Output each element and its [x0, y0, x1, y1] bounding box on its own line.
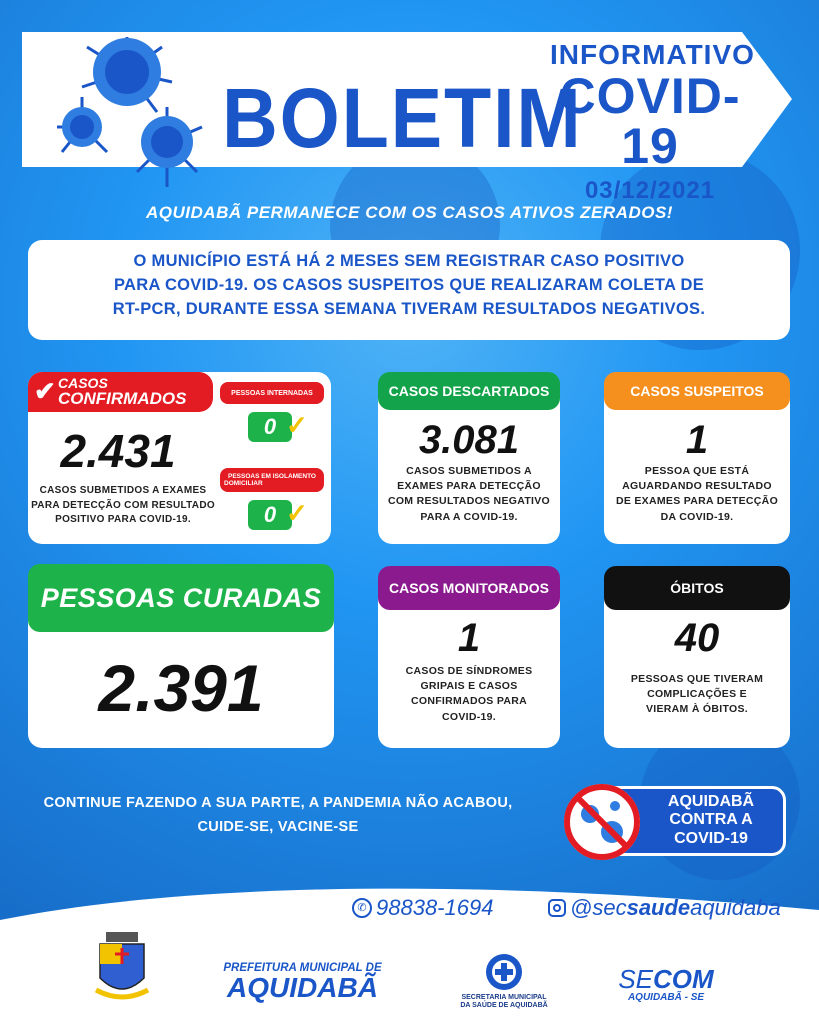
- confirmed-label-line: CONFIRMADOS: [58, 389, 187, 409]
- desc-line: POSITIVO PARA COVID-19.: [55, 514, 191, 525]
- instagram-icon: [548, 899, 566, 917]
- suspected-description: [604, 464, 790, 525]
- secretaria-line: SECRETARIA MUNICIPAL: [461, 994, 547, 1001]
- municipal-coat-of-arms-icon: [92, 930, 152, 1010]
- cured-card: [28, 564, 334, 748]
- desc-line: COMPLICAÇÕES E: [647, 688, 747, 701]
- hospitalized-value: 0: [263, 414, 277, 439]
- secom-prefix: SE: [618, 964, 653, 994]
- intro-line: RT-PCR, DURANTE ESSA SEMANA TIVERAM RESULTADOS NEGATIVOS.: [112, 299, 706, 318]
- desc-line: CASOS SUBMETIDOS A: [406, 465, 532, 477]
- health-secretariat-icon: [484, 952, 524, 992]
- desc-line: DE EXAMES PARA DETECÇÃO: [615, 495, 779, 508]
- campaign-badge: [560, 780, 786, 856]
- hospitalized-label-pill: PESSOAS INTERNADAS: [220, 382, 324, 404]
- virus-icon: [52, 32, 222, 197]
- checkmark-icon: ✔: [34, 376, 56, 406]
- confirmed-description: [28, 484, 218, 528]
- monitored-value: 1: [457, 616, 481, 660]
- instagram-bold: saude: [626, 895, 691, 920]
- phone-contact: [352, 895, 493, 921]
- desc-line: DA COVID-19.: [660, 510, 734, 523]
- info-label: INFORMATIVO: [550, 39, 755, 70]
- campaign-line: AQUIDABÃ: [667, 793, 755, 810]
- check-icon: ✓: [286, 498, 308, 528]
- desc-line: CASOS DE SÍNDROMES: [405, 665, 533, 677]
- deaths-description: [604, 672, 790, 718]
- isolation-label-line: PESSOAS EM ISOLAMENTO: [227, 472, 316, 480]
- headline-emphasis: ZERADOS!: [580, 203, 673, 222]
- intro-line: PARA COVID-19. OS CASOS SUSPEITOS QUE REALIZARAM COLETA DE: [113, 275, 705, 294]
- instagram-contact: [548, 895, 781, 921]
- confirmed-value: 2.431: [60, 425, 176, 477]
- isolation-label-line: DOMICILIAR: [224, 480, 263, 487]
- monitored-label-pill: CASOS MONITORADOS: [378, 566, 560, 610]
- intro-box: [28, 240, 790, 340]
- campaign-line: CONTRA A: [669, 811, 753, 829]
- desc-line: PARA DETECÇÃO COM RESULTADO: [31, 499, 215, 511]
- headline: [0, 203, 819, 223]
- secom-subtitle: AQUIDABÃ - SE: [627, 992, 705, 1003]
- footer-message: [28, 792, 528, 840]
- isolation-label-pill: [220, 468, 324, 492]
- suspected-label-pill: CASOS SUSPEITOS: [604, 372, 790, 410]
- desc-line: PESSOA QUE ESTÁ: [644, 465, 750, 477]
- isolation-value: 0: [263, 502, 277, 527]
- bulletin-date: 03/12/2021: [584, 176, 716, 204]
- covid-label: COVID-19: [559, 67, 741, 174]
- monitored-card: [378, 566, 560, 748]
- phone-icon: ✆: [352, 898, 372, 918]
- prefeitura-logo: [220, 962, 385, 1002]
- discarded-description: [378, 464, 560, 525]
- deaths-label-pill: ÓBITOS: [604, 566, 790, 610]
- deaths-card: [604, 566, 790, 748]
- footer-message-line: CONTINUE FAZENDO A SUA PARTE, A PANDEMIA NÃO ACABOU,: [43, 795, 513, 811]
- logo-row: [0, 930, 819, 1020]
- discarded-value: 3.081: [418, 418, 520, 462]
- intro-line: O MUNICÍPIO ESTÁ HÁ 2 MESES SEM REGISTRAR CASO POSITIVO: [133, 252, 685, 270]
- desc-line: CASOS SUBMETIDOS A EXAMES: [39, 485, 207, 496]
- suspected-card: [604, 372, 790, 544]
- desc-line: PARA A COVID-19.: [420, 510, 518, 523]
- desc-line: GRIPAIS E CASOS: [420, 680, 518, 693]
- discarded-label-pill: CASOS DESCARTADOS: [378, 372, 560, 410]
- confirmed-label-line: CASOS: [58, 374, 108, 391]
- suspected-value: 1: [685, 418, 709, 462]
- cured-value: 2.391: [98, 651, 264, 725]
- secretaria-logo: [454, 994, 554, 1011]
- confirmed-label-pill: [28, 372, 213, 412]
- deaths-value: 40: [674, 616, 720, 660]
- no-virus-icon: [560, 780, 644, 864]
- secom-bold: COM: [653, 964, 714, 994]
- cured-label-pill: PESSOAS CURADAS: [28, 564, 334, 632]
- desc-line: AGUARDANDO RESULTADO: [622, 480, 772, 493]
- phone-number: 98838-1694: [376, 895, 494, 920]
- prefeitura-name: AQUIDABÃ: [227, 972, 378, 1003]
- headline-text: AQUIDABÃ PERMANECE COM OS CASOS ATIVOS: [146, 203, 581, 222]
- confirmed-card: [28, 372, 331, 544]
- header-banner: [22, 32, 767, 204]
- secretaria-line: DA SAÚDE DE AQUIDABÃ: [460, 1002, 548, 1010]
- desc-line: PESSOAS QUE TIVERAM: [630, 673, 764, 685]
- page-title: BOLETIM: [222, 71, 583, 165]
- campaign-line: COVID-19: [674, 829, 748, 847]
- check-icon: ✓: [286, 410, 308, 440]
- bulletin-info: [550, 39, 755, 205]
- desc-line: VIERAM À ÓBITOS.: [645, 703, 749, 716]
- desc-line: COVID-19.: [441, 710, 497, 723]
- desc-line: EXAMES PARA DETECÇÃO: [397, 480, 541, 493]
- prefeitura-line: PREFEITURA MUNICIPAL DE: [223, 962, 382, 974]
- secom-logo: [616, 966, 716, 1003]
- desc-line: CONFIRMADOS PARA: [410, 695, 528, 708]
- instagram-suffix: aquidaba: [690, 895, 781, 920]
- discarded-card: [378, 372, 560, 544]
- footer-message-line: CUIDE-SE, VACINE-SE: [197, 818, 359, 835]
- desc-line: COM RESULTADOS NEGATIVO: [387, 495, 551, 508]
- instagram-prefix: @sec: [570, 895, 627, 920]
- monitored-description: [378, 664, 560, 725]
